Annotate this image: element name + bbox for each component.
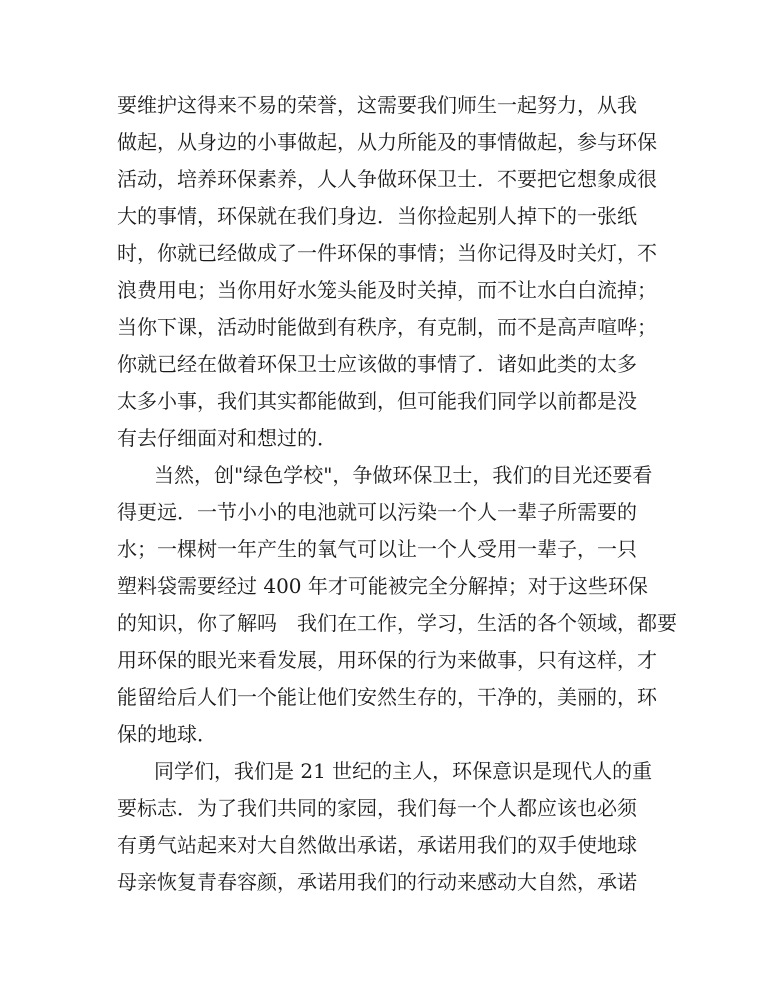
- paragraph-2-line-5: 的知识，你了解吗 我们在工作，学习，生活的各个领域，都要: [117, 611, 677, 635]
- paragraph-2-line-6: 用环保的眼光来看发展，用环保的行为来做事，只有这样，才: [117, 648, 657, 672]
- document-body: [117, 87, 677, 901]
- paragraph-1-line-6: 浪费用电；当你用好水笼头能及时关掉，而不让水白白流掉；: [117, 278, 657, 302]
- paragraph-2-line-2: 得更远．一节小小的电池就可以污染一个人一辈子所需要的: [117, 500, 637, 524]
- paragraph-1-line-9: 太多小事，我们其实都能做到，但可能我们同学以前都是没: [117, 389, 637, 413]
- paragraph-2-line-8: 保的地球．: [117, 722, 217, 746]
- paragraph-1-line-8: 你就已经在做着环保卫士应该做的事情了．诸如此类的太多: [117, 352, 637, 376]
- paragraph-1-line-7: 当你下课，活动时能做到有秩序，有克制，而不是高声喧哗；: [117, 315, 657, 339]
- paragraph-3-line-1: 同学们，我们是 21 世纪的主人，环保意识是现代人的重: [154, 759, 653, 783]
- paragraph-1-line-4: 大的事情，环保就在我们身边．当你捡起别人掉下的一张纸: [117, 204, 637, 228]
- paragraph-2-line-1: 当然，创"绿色学校"，争做环保卫士，我们的目光还要看: [154, 463, 653, 487]
- paragraph-1-line-3: 活动，培养环保素养，人人争做环保卫士．不要把它想象成很: [117, 167, 657, 191]
- paragraph-1-line-2: 做起，从身边的小事做起，从力所能及的事情做起，参与环保: [117, 130, 657, 154]
- paragraph-2-line-7: 能留给后人们一个能让他们安然生存的，干净的，美丽的，环: [117, 685, 657, 709]
- paragraph-3-line-3: 有勇气站起来对大自然做出承诺，承诺用我们的双手使地球: [117, 833, 637, 857]
- paragraph-1-line-10: 有去仔细面对和想过的．: [117, 426, 337, 450]
- paragraph-3: [117, 753, 659, 901]
- paragraph-1: [117, 87, 659, 457]
- paragraph-3-line-2: 要标志．为了我们共同的家园，我们每一个人都应该也必须: [117, 796, 637, 820]
- paragraph-1-line-1: 要维护这得来不易的荣誉，这需要我们师生一起努力，从我: [117, 93, 637, 117]
- paragraph-2-line-4: 塑料袋需要经过 400 年才可能被完全分解掉；对于这些环保: [117, 574, 648, 598]
- paragraph-2-line-3: 水；一棵树一年产生的氧气可以让一个人受用一辈子，一只: [117, 537, 637, 561]
- paragraph-3-line-4: 母亲恢复青春容颜，承诺用我们的行动来感动大自然，承诺: [117, 870, 637, 894]
- paragraph-2: [117, 457, 677, 753]
- paragraph-1-line-5: 时，你就已经做成了一件环保的事情；当你记得及时关灯，不: [117, 241, 657, 265]
